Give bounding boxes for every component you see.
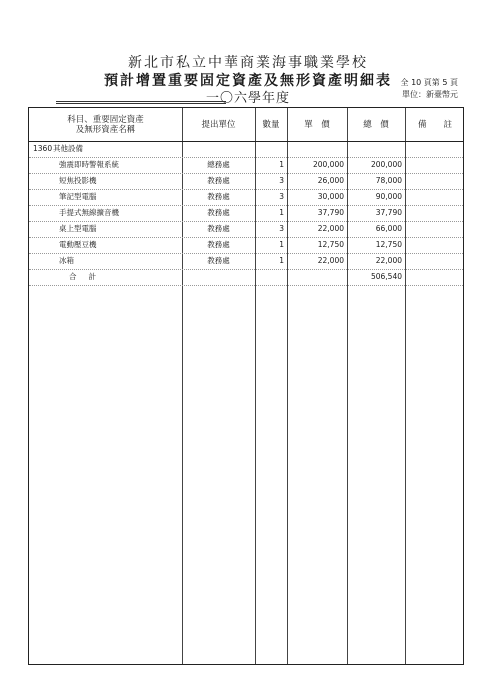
table-row bbox=[29, 189, 463, 206]
item-unit-price: 12,750 bbox=[317, 240, 344, 249]
item-unit-price: 22,000 bbox=[317, 256, 344, 265]
header-total-price: 總 價 bbox=[363, 119, 389, 130]
item-quantity: 3 bbox=[279, 192, 284, 201]
page-info bbox=[401, 77, 458, 101]
table-row bbox=[29, 237, 463, 254]
page-number: 全 10 頁第 5 頁 bbox=[400, 78, 458, 87]
item-unit-price: 200,000 bbox=[312, 160, 344, 169]
item-department: 教務處 bbox=[207, 208, 230, 217]
item-unit-price: 37,790 bbox=[317, 208, 344, 217]
item-department: 教務處 bbox=[207, 192, 230, 201]
item-quantity: 1 bbox=[279, 256, 284, 265]
table-header bbox=[29, 108, 463, 142]
title-underline bbox=[56, 101, 226, 102]
item-name: 筆記型電腦 bbox=[59, 192, 97, 201]
table-row bbox=[29, 157, 463, 174]
item-total-price: 12,750 bbox=[375, 240, 402, 249]
item-name: 強震即時警報系統 bbox=[59, 160, 119, 169]
item-total-price: 200,000 bbox=[370, 160, 402, 169]
currency-unit: 單位：新臺幣元 bbox=[402, 90, 458, 99]
category-code: 1360 bbox=[33, 144, 53, 153]
item-name: 電動壓豆機 bbox=[59, 240, 97, 249]
category-row bbox=[29, 141, 463, 158]
header-unit-price: 單 價 bbox=[304, 119, 330, 130]
asset-table bbox=[28, 107, 464, 665]
item-total-price: 66,000 bbox=[375, 224, 402, 233]
item-unit-price: 30,000 bbox=[317, 192, 344, 201]
item-name: 冰箱 bbox=[59, 256, 74, 265]
total-row bbox=[29, 269, 463, 286]
item-department: 總務處 bbox=[207, 160, 230, 169]
item-quantity: 3 bbox=[279, 224, 284, 233]
item-total-price: 78,000 bbox=[375, 176, 402, 185]
document-title: 預計增置重要固定資產及無形資產明細表 bbox=[104, 73, 392, 89]
item-name: 手提式無線擴音機 bbox=[59, 208, 119, 217]
item-quantity: 1 bbox=[279, 240, 284, 249]
item-department: 教務處 bbox=[207, 256, 230, 265]
table-row bbox=[29, 205, 463, 222]
table-row bbox=[29, 253, 463, 270]
table-row bbox=[29, 173, 463, 190]
item-quantity: 3 bbox=[279, 176, 284, 185]
school-name: 新北市私立中華商業海事職業學校 bbox=[128, 55, 368, 71]
header-item-name: 科目、重要固定資產 及無形資產名稱 bbox=[67, 114, 144, 135]
academic-year: 一〇六學年度 bbox=[205, 91, 290, 106]
header-quantity: 數量 bbox=[262, 119, 280, 130]
item-unit-price: 22,000 bbox=[317, 224, 344, 233]
item-department: 教務處 bbox=[207, 240, 230, 249]
item-department: 教務處 bbox=[207, 224, 230, 233]
header-department: 提出單位 bbox=[201, 119, 236, 130]
total-label: 合計 bbox=[69, 272, 108, 281]
item-total-price: 22,000 bbox=[375, 256, 402, 265]
header-remarks: 備 註 bbox=[417, 119, 452, 130]
item-name: 短焦投影機 bbox=[59, 176, 97, 185]
grand-total: 506,540 bbox=[370, 272, 402, 281]
item-unit-price: 26,000 bbox=[317, 176, 344, 185]
item-quantity: 1 bbox=[279, 160, 284, 169]
title-underline-double bbox=[56, 103, 226, 104]
item-name: 桌上型電腦 bbox=[59, 224, 97, 233]
category-name: 其他設備 bbox=[53, 144, 83, 153]
item-quantity: 1 bbox=[279, 208, 284, 217]
table-row bbox=[29, 221, 463, 238]
item-total-price: 90,000 bbox=[375, 192, 402, 201]
item-department: 教務處 bbox=[207, 176, 230, 185]
item-total-price: 37,790 bbox=[375, 208, 402, 217]
